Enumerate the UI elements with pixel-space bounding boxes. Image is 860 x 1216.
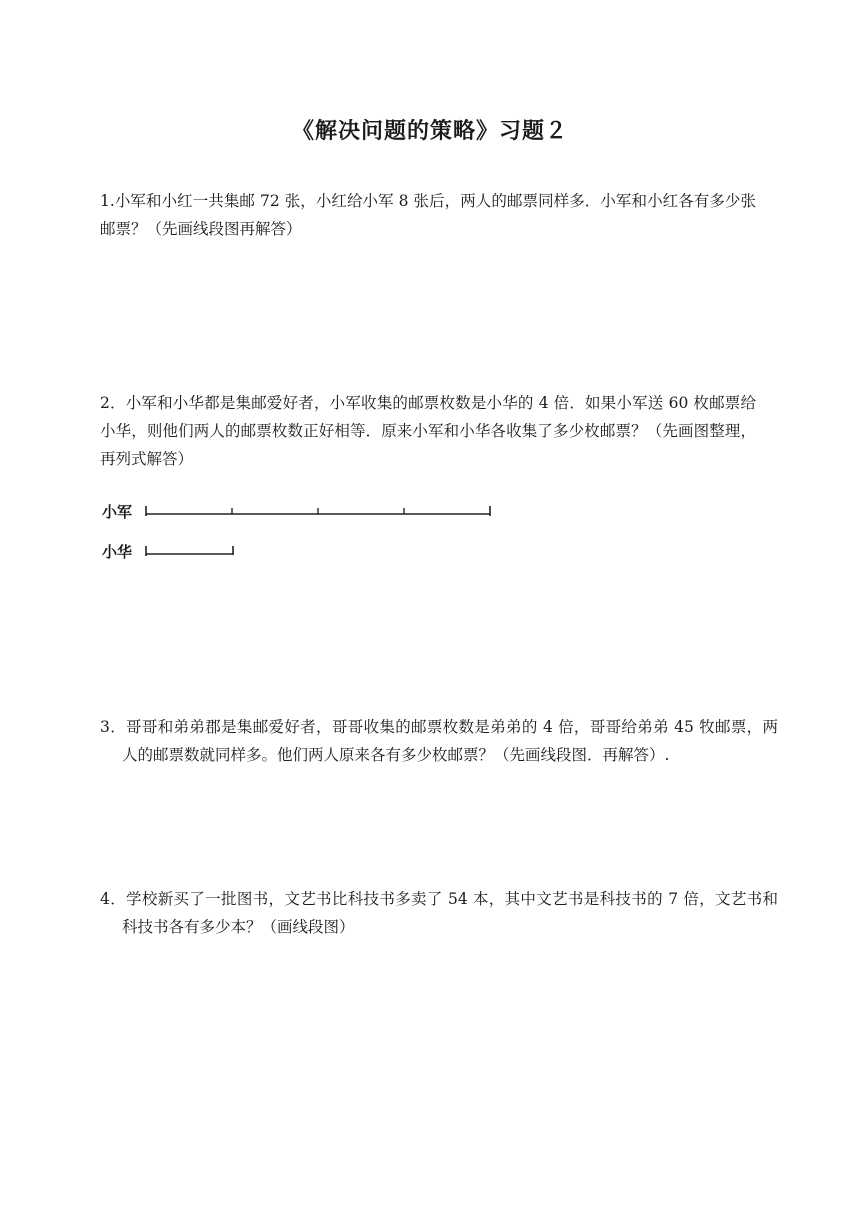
segment-bar-xiaojun bbox=[146, 506, 490, 516]
question-2-text: 2．小军和小华都是集邮爱好者，小军收集的邮票枚数是小华的 4 倍．如果小军送 60 枚邮票给小华，则他们两人的邮票枚数正好相等．原来小军和小华各收集了多少枚邮票？（先画图整理，再列式解答） bbox=[100, 394, 756, 468]
segment-label-xiaohua: 小华 bbox=[102, 543, 133, 561]
question-2 bbox=[100, 389, 756, 473]
page-title: 《解决问题的策略》习题２ bbox=[291, 118, 568, 144]
question-1 bbox=[100, 187, 756, 243]
segment-label-xiaojun: 小军 bbox=[102, 503, 133, 521]
question-4 bbox=[100, 885, 778, 941]
question-3-text: 3．哥哥和弟弟郡是集邮爱好者，哥哥收集的邮票枚数是弟弟的 4 倍，哥哥给弟弟 45 牧邮票，两人的邮票数就同样多。他们两人原来各有多少枚邮票？（先画线段图．再解答）. bbox=[100, 718, 778, 764]
segment-diagram-svg bbox=[100, 498, 500, 566]
question-1-text: 1.小军和小红一共集邮 72 张，小红给小军 8 张后，两人的邮票同样多．小军和小红各有多少张邮票？（先画线段图再解答） bbox=[100, 192, 756, 238]
segment-diagram bbox=[100, 498, 500, 566]
question-3 bbox=[100, 713, 778, 769]
segment-bar-xiaohua bbox=[146, 546, 233, 556]
question-4-text: 4．学校新买了一批图书，文艺书比科技书多卖了 54 本，其中文艺书是科技书的 7 倍，文艺书和科技书各有多少本？（画线段图） bbox=[100, 890, 778, 936]
